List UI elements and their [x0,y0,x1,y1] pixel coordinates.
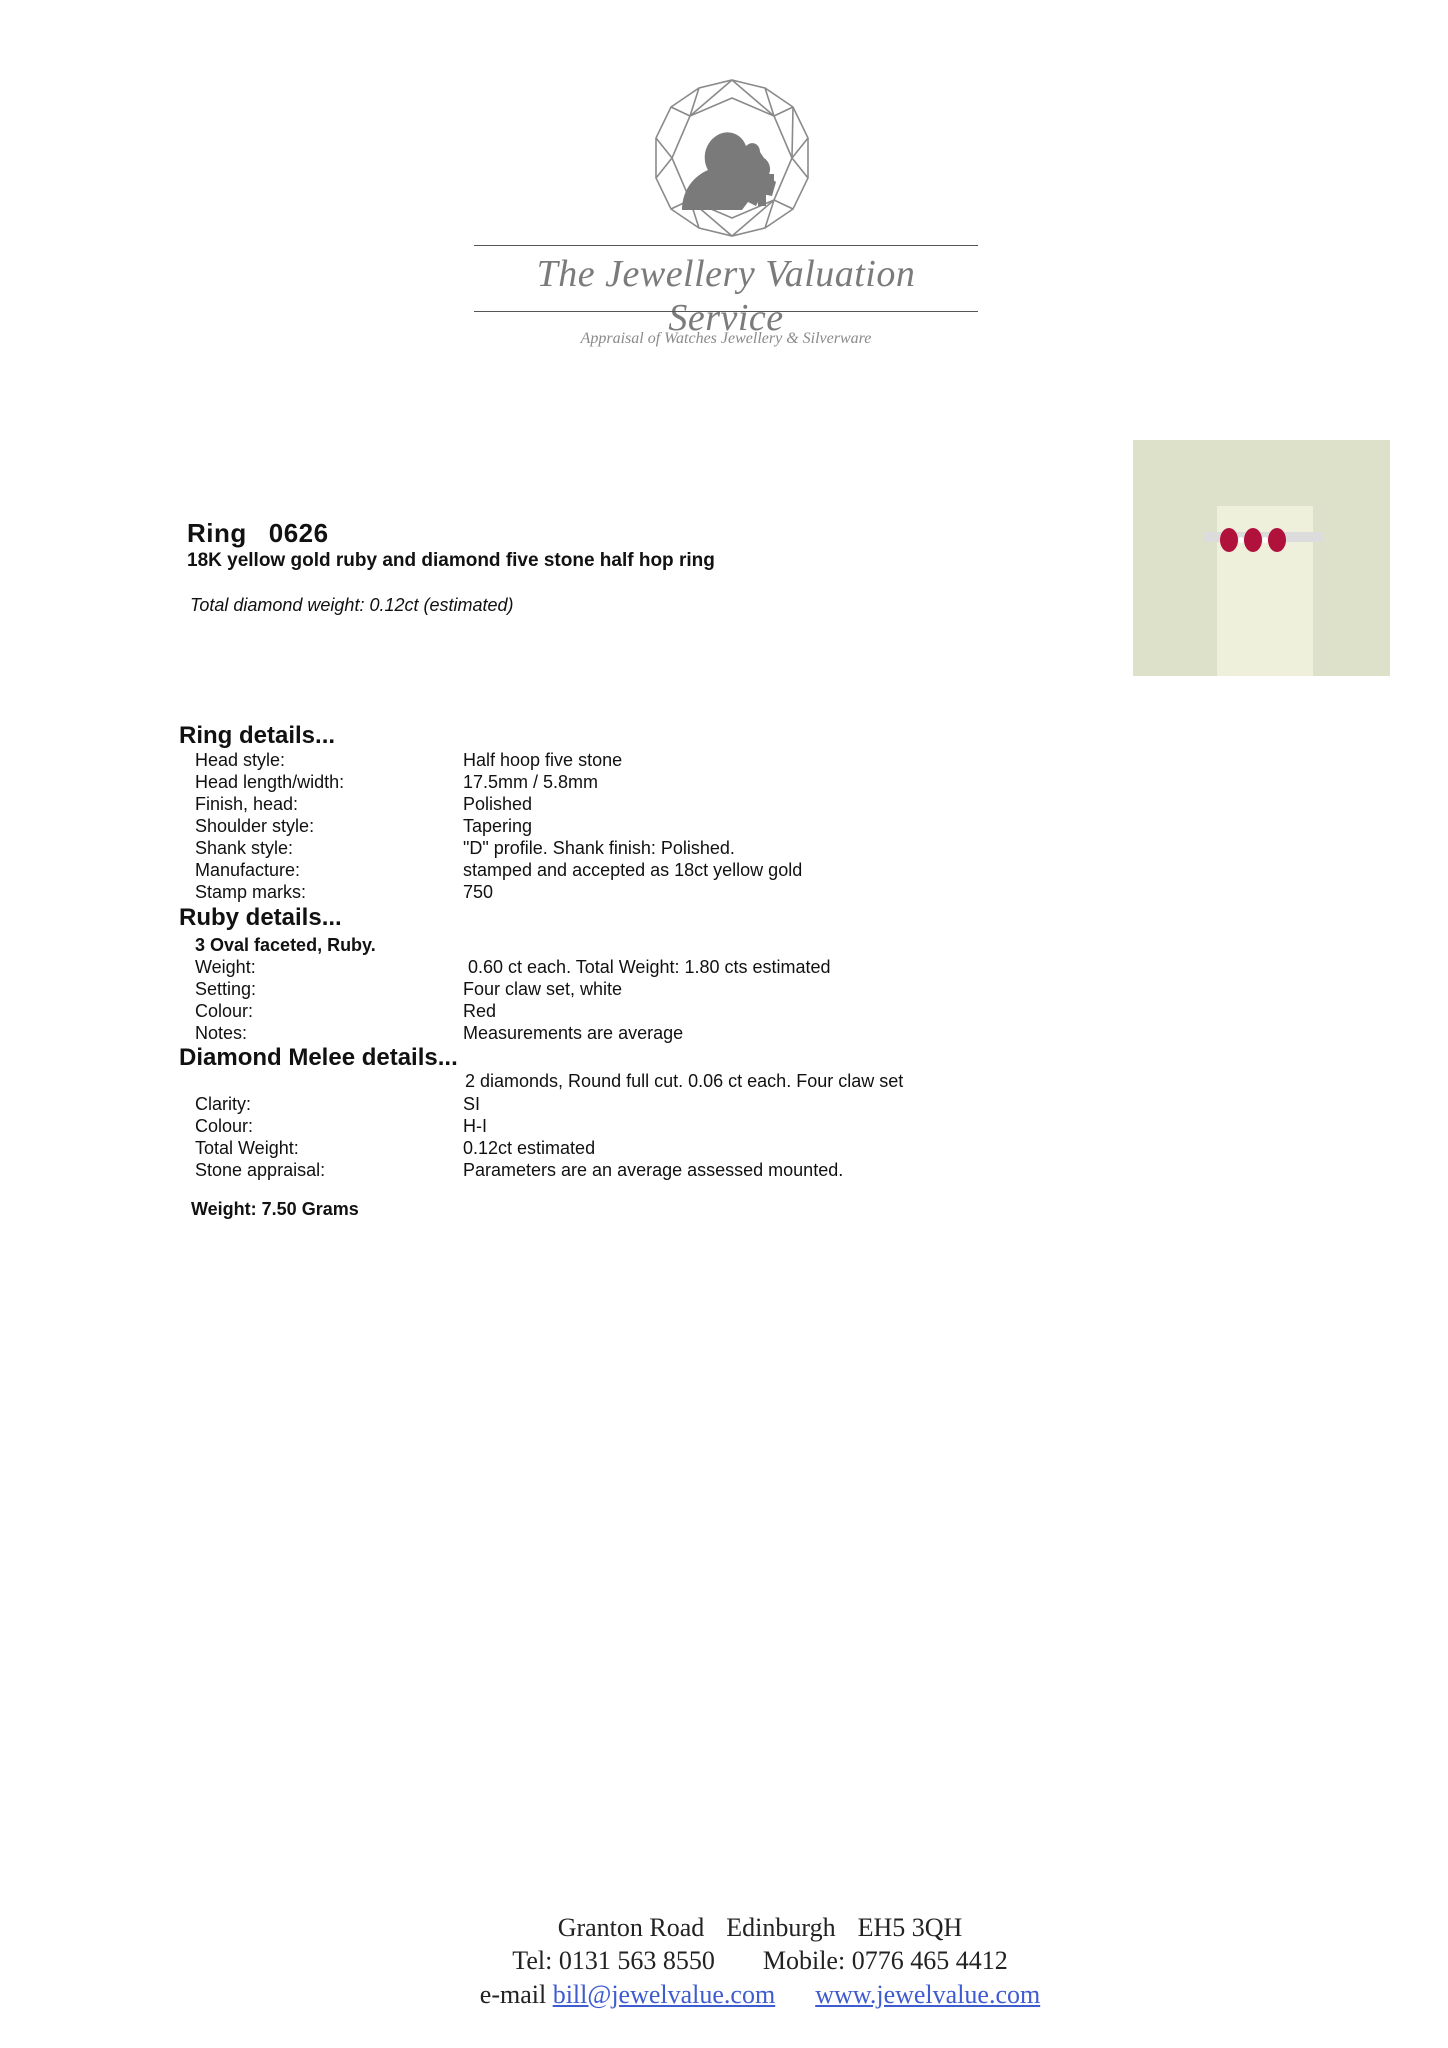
footer-contact [450,1980,1070,2010]
detail-row: Notes: Measurements are average [195,1023,684,1043]
detail-row: Weight: 0.60 ct each. Total Weight: 1.80 cts estimated [195,957,831,977]
detail-row: Finish, head: Polished [195,794,533,814]
detail-row: Stone appraisal: Parameters are an average assessed mounted. [195,1160,844,1180]
item-number: 0626 [268,518,329,548]
detail-row: Total Weight: 0.12ct estimated [195,1138,596,1158]
detail-row: Head length/width: 17.5mm / 5.8mm [195,772,599,792]
item-total-diamond: Total diamond weight: 0.12ct (estimated) [190,595,514,615]
detail-row: Manufacture: stamped and accepted as 18ct yellow gold [195,860,803,880]
brand-rule-top [474,245,978,246]
detail-row: Setting: Four claw set, white [195,979,623,999]
total-weight: Weight: 7.50 Grams [191,1199,359,1219]
footer-phone [450,1946,1070,1976]
diamond-jeweller-logo [652,78,812,238]
detail-row: Shoulder style: Tapering [195,816,533,836]
ruby-details-heading: Ruby details... [179,904,342,931]
footer-tel: Tel: 0131 563 8550 [512,1946,715,1975]
ruby-intro: 3 Oval faceted, Ruby. [195,935,376,955]
diamond-details-heading: Diamond Melee details... [179,1044,458,1071]
footer-mobile: Mobile: 0776 465 4412 [762,1946,1008,1975]
brand-name: The Jewellery Valuation Service [536,253,916,339]
footer-city: Edinburgh [726,1913,836,1942]
detail-row: Colour: H-I [195,1116,487,1136]
ring-photo [1133,440,1390,676]
footer-postcode: EH5 3QH [857,1913,963,1942]
footer-address [450,1913,1070,1943]
item-type: Ring [187,518,247,548]
brand-rule-bottom [474,311,978,312]
footer-email-label: e-mail [479,1980,547,2009]
item-title [187,518,329,549]
detail-row: Stamp marks: 750 [195,882,494,902]
detail-row: Shank style: "D" profile. Shank finish: Polished. [195,838,735,858]
brand-tagline: Appraisal of Watches Jewellery & Silverware [580,330,872,347]
detail-row: Clarity: SI [195,1094,481,1114]
detail-row: Colour: Red [195,1001,497,1021]
footer-street: Granton Road [557,1913,705,1942]
detail-row: Head style: Half hoop five stone [195,750,623,770]
diamond-intro: 2 diamonds, Round full cut. 0.06 ct each. Four claw set [465,1071,904,1091]
ring-details-heading: Ring details... [179,722,336,749]
footer-website-link[interactable]: www.jewelvalue.com [815,1980,1041,2009]
footer-email-link[interactable]: bill@jewelvalue.com [552,1980,776,2009]
item-subtitle: 18K yellow gold ruby and diamond five stone half hop ring [187,550,715,571]
